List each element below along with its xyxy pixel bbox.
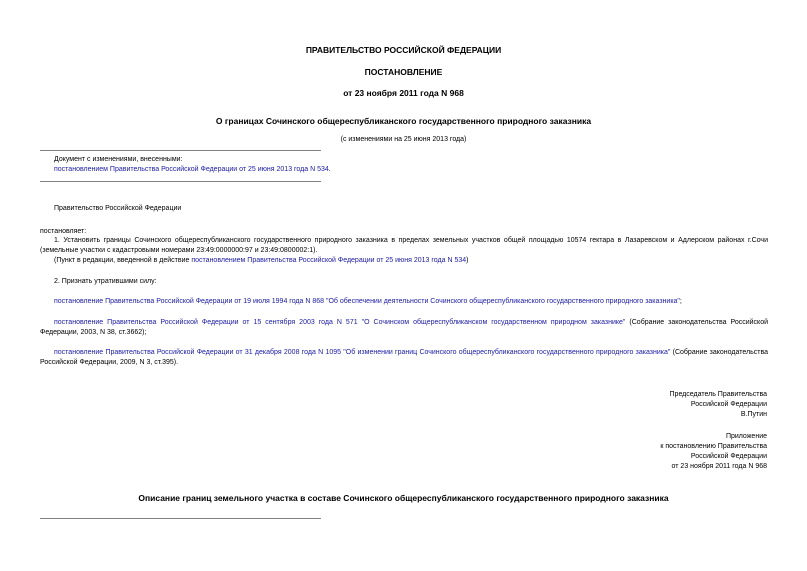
section-rule <box>40 518 321 519</box>
repealed-item-2 <box>40 318 768 338</box>
repealed-item-1-suffix: ; <box>679 298 682 305</box>
note-prefix: (Пункт в редакции, введенной в действие <box>54 257 192 264</box>
signature-name: В.Путин <box>740 411 767 418</box>
section-title: Описание границ земельного участка в составе Сочинского общереспубликанского государственного природного заказника <box>138 493 669 503</box>
government-heading: ПРАВИТЕЛЬСТВО РОССИЙСКОЙ ФЕДЕРАЦИИ <box>305 45 502 55</box>
paragraph-1-note <box>54 256 468 266</box>
changes-link[interactable]: постановлением Правительства Российской Федерации от 25 июня 2013 года N 534 <box>54 166 329 173</box>
document-title: О границах Сочинского общереспубликанского государственного природного заказника <box>215 116 592 126</box>
doc-type-heading: ПОСТАНОВЛЕНИЕ <box>364 67 443 77</box>
top-rule <box>40 150 321 151</box>
changes-period: . <box>328 166 331 173</box>
repealed-item-1-link[interactable]: постановление Правительства Российской Федерации от 19 июля 1994 года N 868 "Об обеспечении деятельности Сочинского общереспубликанского государственного природного заказника" <box>54 298 680 305</box>
repealed-item-1 <box>54 297 682 307</box>
signature-line-2: Российской Федерации <box>690 401 767 408</box>
repealed-item-3-suffix: (Собрание законодательства Российской Федерации, 2009, N 3, ст.395). <box>40 349 768 366</box>
changes-label: Документ с изменениями, внесенными: <box>54 156 183 163</box>
amendments-note: (с изменениями на 25 июня 2013 года) <box>340 136 467 143</box>
repealed-item-2-suffix: (Собрание законодательства Российской Федерации, 2003, N 38, ст.3662); <box>40 319 769 336</box>
paragraph-1: 1. Установить границы Сочинского общереспубликанского государственного природного заказника в пределах земельных участков общей площадью 10574 гектара в Лазаревском и Адлерском районах г.Сочи (земельные участки с кадастровыми номерами 23:49:0000000:97 и 23:49:0800002:1). <box>40 237 768 254</box>
repealed-item-3 <box>40 348 768 368</box>
decrees-word: постановляет: <box>40 228 87 235</box>
appendix-line-1: Приложение <box>725 433 767 440</box>
date-number-heading: от 23 ноября 2011 года N 968 <box>343 88 464 98</box>
signature-block <box>670 390 767 420</box>
repealed-item-3-link[interactable]: постановление Правительства Российской Федерации от 31 декабря 2008 года N 1095 "Об изменении границ Сочинского общереспубликанского государственного природного заказника" <box>54 349 671 356</box>
issuer: Правительство Российской Федерации <box>54 205 182 212</box>
bottom-rule <box>40 181 321 182</box>
note-suffix: ) <box>466 257 469 264</box>
appendix-line-3: Российской Федерации <box>690 453 767 460</box>
note-link[interactable]: постановлением Правительства Российской Федерации от 25 июня 2013 года N 534 <box>191 257 467 264</box>
appendix-line-4: от 23 ноября 2011 года N 968 <box>671 463 767 470</box>
repealed-item-2-link[interactable]: постановление Правительства Российской Федерации от 15 сентября 2003 года N 571 "О Сочинском общереспубликанском государственном природном заказнике" <box>54 319 626 326</box>
paragraph-2: 2. Признать утратившими силу: <box>54 278 157 285</box>
signature-line-1: Председатель Правительства <box>669 391 767 398</box>
appendix-block <box>660 432 767 472</box>
changes-line <box>54 165 331 175</box>
appendix-line-2: к постановлению Правительства <box>660 443 767 450</box>
